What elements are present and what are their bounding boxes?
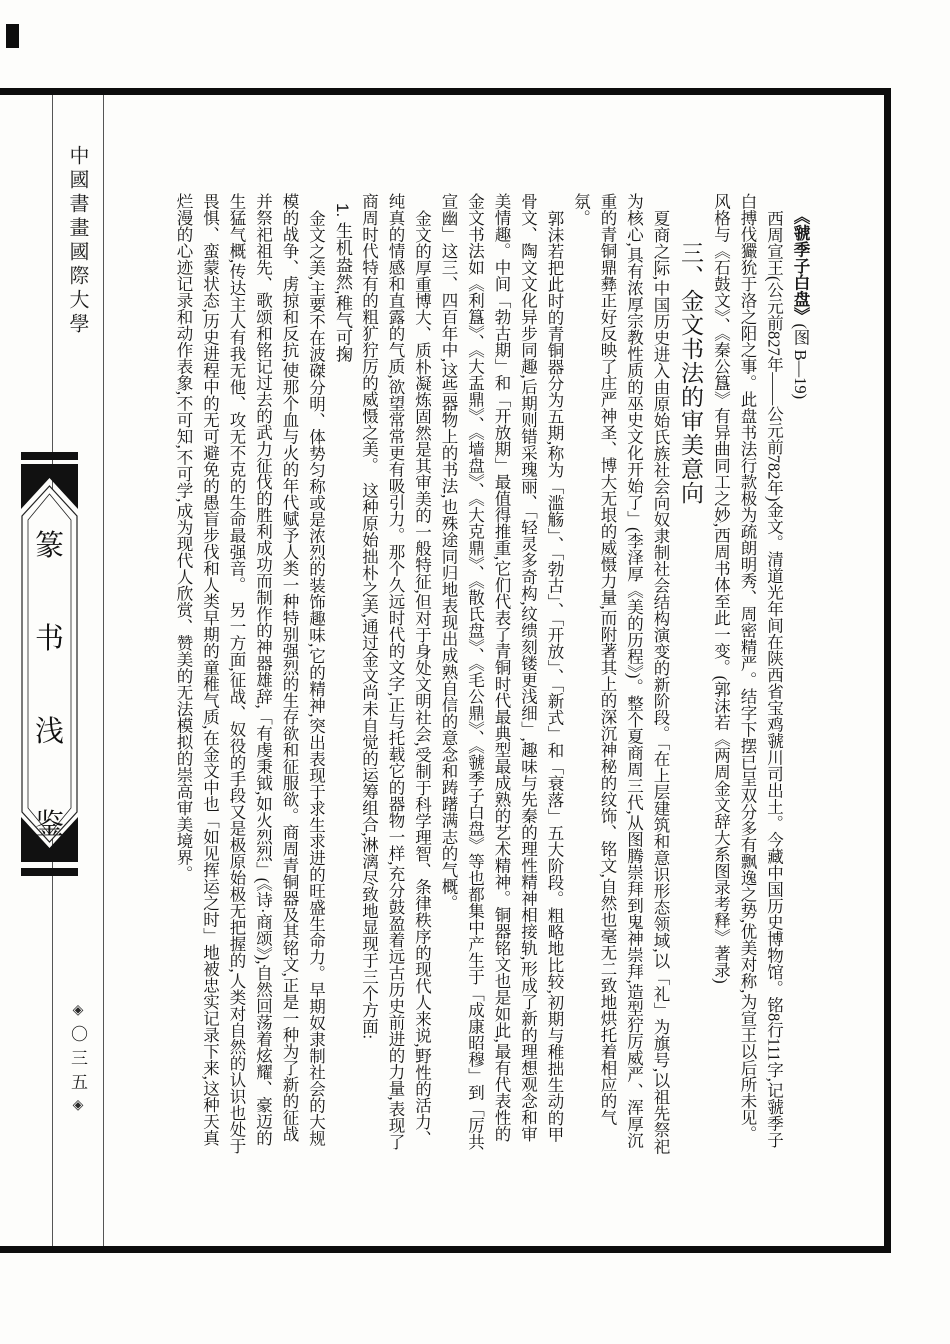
spine-university-title bbox=[52, 145, 103, 337]
figure-title: 《虢季子白盘》 bbox=[791, 207, 809, 324]
page-number-text: 〇三五 bbox=[68, 1025, 87, 1097]
figure-caption-title bbox=[787, 193, 814, 1155]
scan-corner-mark bbox=[6, 24, 19, 48]
page-number-diamond-icon: ◈ bbox=[70, 1097, 85, 1120]
frame-bottom-border bbox=[0, 1246, 891, 1253]
paragraph-1: 夏商之际,中国历史进入由原始氏族社会向奴隶制社会结构演变的新阶段。「在上层建筑和意识形态领域,以「礼」为旗号,以祖先祭祀为核心,具有浓厚宗教性质的巫史文化开始了」(李泽厚《美的历程》)。整个夏商周三代,从图腾崇拜到鬼神崇拜,造型狞厉威严、浑厚沉重的青铜鼎彝正好反映了庄严神圣、博大无垠的威慑力量,而附著其上的深沉神秘的纹饰、铭文,自然也毫无二致地烘托着相应的气氛。 bbox=[571, 193, 670, 1155]
paragraph-3: 金文的厚重博大、质朴凝炼固然是其审美的一般特征,但对于身处文明社会,受制于科学理智、条律秩序的现代人来说,野性的活力、纯真的情感和直露的气质,欲望常常更有吸引力。那个久远时代的文字,正与托载它的器物一样,充分鼓盈着远古历史前进的力量,表现了商周时代特有的粗犷狞厉的威慑之美。 这种原始拙朴之美,通过金文尚未自觉的运筹组合,淋漓尽致地显现于三个方面: bbox=[359, 193, 432, 1150]
book-title-char: 书 bbox=[34, 623, 64, 655]
book-title-text bbox=[20, 532, 79, 840]
paragraph-4: 金文之美,主要不在波磔分明、体势匀称或是浓烈的装饰趣味,它的精神,突出表现于求生求进的旺盛生命力。早期奴隶制社会的大规模的战争、虏掠和反抗,使那个血与火的年代赋予人类一种特别强烈的生存欲和征服欲。商周青铜器及其铭文,正是一种为了新的征战并祭祀祖先、歌颂和铭记过去的武力征伐的胜利成功而制作的神器雄辞,「有虔秉钺,如火烈烈」(《诗·商颂》),自然回荡着炫耀、豪迈的生猛气概,传达主人有我无他、攻无不克的生命最强音。 另一方面,征战、奴役的手段又是极原始极无把握的,人类对自然的认识也处于畏惧、蛮蒙状态,历史进程中的无可避免的愚盲步伐和人类早期的童稚气质,在金文中也「如见挥运之时」地被忠实记录下来,这种天真烂漫的心迹记录和动作表象,不可知,不可学,成为现代人欣赏、赞美的无法模拟的崇高审美境界。 bbox=[174, 193, 326, 1155]
figure-ref: (图 B—19) bbox=[791, 323, 810, 399]
book-title-char: 鉴 bbox=[34, 809, 64, 841]
frame-top-border bbox=[0, 88, 891, 95]
section-heading: 三、金文书法的审美意向 bbox=[678, 241, 703, 506]
paragraph-2: 郭沫若把此时的青铜器分为五期,称为「滥觞」、「勃古」、「开放」、「新式」和「衰落」五大阶段。粗略地比较,初期与稚拙生动的甲骨文、陶文文化异步同趣,后期则错采瑰丽、「轻灵多奇构,纹缋刻镂更浅细」,趣味与先秦的理性精神相接轨,形成了新的理想观念和审美情趣。中间「勃古期」和「开放期」最值得推重,它们代表了青铜时代最典型最成熟的艺术精神。铜器铭文也是如此,最有代表性的金文书法如《利簋》、《大盂鼎》、《墙盘》、《大克鼎》、《散氏盘》、《毛公鼎》、《虢季子白盘》等也都集中产生于「成康昭穆」到「厉共宣幽」这三、四百年中,这些器物上的书法,也殊途同归地表现出成熟自信的意念和踌躇满志的气概。 bbox=[439, 193, 564, 1150]
article-content bbox=[170, 193, 814, 1155]
book-title-char: 浅 bbox=[34, 716, 64, 748]
book-title-banner bbox=[20, 452, 79, 876]
frame-right-border bbox=[884, 88, 891, 1253]
subsection-heading: 1. 生机盎然,稚气可掬 bbox=[333, 203, 352, 363]
page-number-diamond-icon: ◈ bbox=[70, 1002, 85, 1025]
book-title-char: 篆 bbox=[34, 530, 64, 562]
sidebar-inner-rule bbox=[103, 95, 104, 1246]
university-name-text: 中國書畫國際大學 bbox=[66, 145, 88, 337]
figure-caption-body: 西周宣王(公元前827年——公元前782年)金文。清道光年间在陕西省宝鸡虢川司出土。今藏中国历史博物馆。铭8行111字,记虢季子白搏伐玁狁于洛之阳之事。此盘书法行款极为疏朗明秀、周密精严。结字下摆已呈双分多有飘逸之势,优美对称,为宣王以后所未见。风格与《石鼓文》、《秦公簋》有异曲同工之妙,西周书体至此一变。(郭沫若《两周金文辞大系图录考释》著录) bbox=[711, 193, 784, 1148]
page-number bbox=[52, 1002, 103, 1120]
